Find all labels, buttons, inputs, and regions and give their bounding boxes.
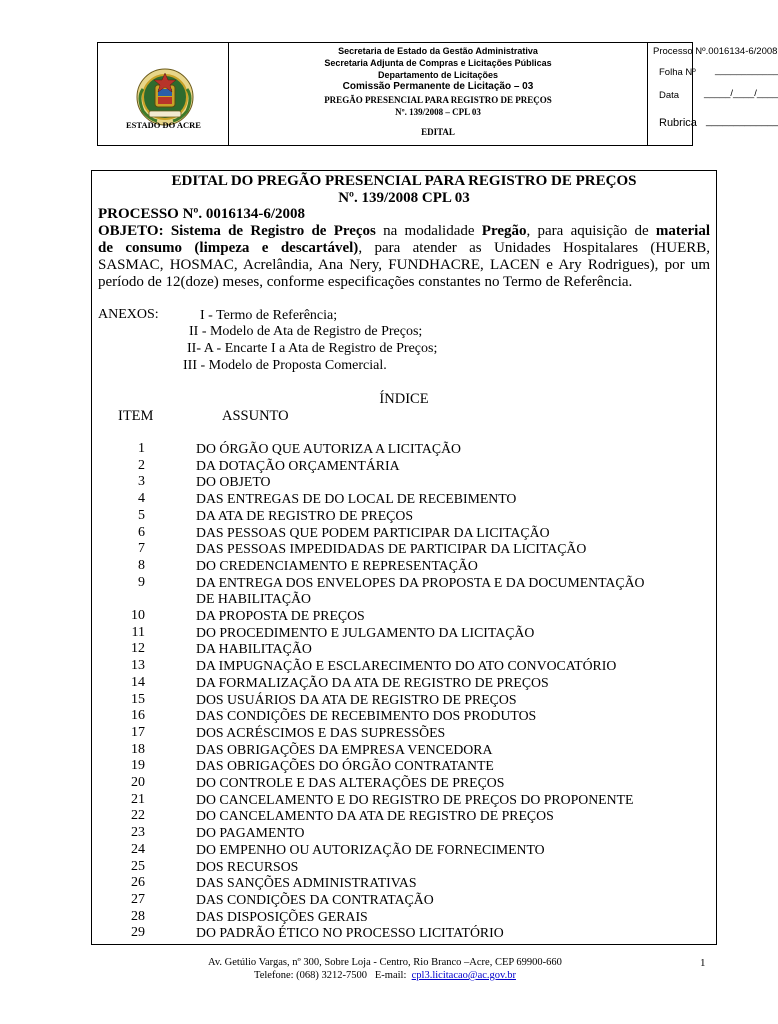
header-control-cell bbox=[648, 43, 778, 145]
indice-item-number: 2 bbox=[138, 457, 145, 473]
header-line-numero: Nº. 139/2008 – CPL 03 bbox=[395, 107, 481, 117]
indice-item-number: 14 bbox=[131, 674, 145, 690]
document-subtitle: Nº. 139/2008 CPL 03 bbox=[338, 190, 470, 206]
header-emblem-cell bbox=[98, 43, 229, 145]
objeto-line-4: período de 12(doze) meses, conforme especificações constantes no Termo de Referência. bbox=[98, 274, 633, 290]
folha-blank: ____________ bbox=[715, 65, 778, 76]
indice-item-subject: DAS CONDIÇÕES DA CONTRATAÇÃO bbox=[196, 891, 434, 907]
indice-item-number: 4 bbox=[138, 491, 145, 507]
page-number: 1 bbox=[700, 957, 706, 969]
indice-item-number: 7 bbox=[138, 541, 145, 557]
indice-col-assunto: ASSUNTO bbox=[222, 408, 289, 424]
page-footer bbox=[150, 956, 620, 982]
rubrica-blank: _____________ bbox=[706, 116, 778, 127]
indice-item-subject: DAS PESSOAS QUE PODEM PARTICIPAR DA LICITAÇÃO bbox=[196, 524, 550, 540]
footer-email-link[interactable]: cpl3.licitacao@ac.gov.br bbox=[411, 970, 516, 981]
indice-item-number: 15 bbox=[131, 691, 145, 707]
indice-item-subject: DA ENTREGA DOS ENVELOPES DA PROPOSTA E DA DOCUMENTAÇÃO bbox=[196, 574, 645, 590]
indice-item-number: 11 bbox=[131, 624, 145, 640]
indice-item-subject: DA IMPUGNAÇÃO E ESCLARECIMENTO DO ATO CONVOCATÓRIO bbox=[196, 658, 617, 674]
indice-item-subject: DA HABILITAÇÃO bbox=[196, 641, 312, 657]
indice-item-subject: DO CREDENCIAMENTO E REPRESENTAÇÃO bbox=[196, 557, 478, 573]
document-header bbox=[97, 42, 778, 146]
objeto-text-1: na modalidade bbox=[375, 223, 482, 239]
indice-item-subject: DAS CONDIÇÕES DE RECEBIMENTO DOS PRODUTOS bbox=[196, 708, 537, 724]
indice-item-number: 10 bbox=[131, 608, 145, 623]
anexos-label: ANEXOS: bbox=[98, 307, 159, 322]
objeto-label: OBJETO: bbox=[98, 223, 164, 239]
footer-contact bbox=[150, 969, 620, 982]
indice-item-subject: DA FORMALIZAÇÃO DA ATA DE REGISTRO DE PREÇOS bbox=[196, 674, 549, 690]
edital-body-box bbox=[91, 170, 717, 945]
indice-item-number: 5 bbox=[138, 507, 145, 523]
indice-item-subject: DA ATA DE REGISTRO DE PREÇOS bbox=[196, 507, 413, 523]
indice-item-number: 29 bbox=[131, 925, 145, 941]
objeto-text-2: , para aquisição de bbox=[526, 223, 656, 239]
indice-item-number: 17 bbox=[131, 724, 145, 740]
indice-item-subject: DO PADRÃO ÉTICO NO PROCESSO LICITATÓRIO bbox=[196, 925, 504, 941]
indice-item-number: 25 bbox=[131, 858, 145, 874]
objeto-srp-bold: Sistema de Registro de Preços bbox=[170, 223, 376, 239]
processo-number: Processo Nº.0016134-6/2008 bbox=[653, 46, 778, 57]
data-blank: _____/____/____ bbox=[704, 88, 778, 99]
indice-item-number: 8 bbox=[138, 557, 145, 573]
indice-item-number: 12 bbox=[131, 641, 145, 657]
indice-item-number: 16 bbox=[131, 708, 145, 724]
indice-item-subject: DA DOTAÇÃO ORÇAMENTÁRIA bbox=[196, 457, 400, 473]
indice-item-number: 18 bbox=[131, 741, 145, 757]
indice-item-number: 13 bbox=[131, 658, 145, 674]
indice-item-number: 20 bbox=[131, 775, 145, 790]
indice-item-subject-continuation: DE HABILITAÇÃO bbox=[196, 591, 312, 607]
header-line-secretaria: Secretaria de Estado da Gestão Administrativa bbox=[338, 46, 538, 56]
header-line-edital: EDITAL bbox=[421, 127, 455, 137]
indice-item-subject: DO PAGAMENTO bbox=[196, 825, 305, 841]
indice-item-number: 22 bbox=[131, 808, 145, 824]
indice-item-subject: DAS SANÇÕES ADMINISTRATIVAS bbox=[196, 875, 417, 891]
processo-heading: PROCESSO Nº. 0016134-6/2008 bbox=[98, 206, 306, 222]
state-label: ESTADO DO ACRE bbox=[126, 120, 201, 130]
objeto-text-3: , para atender as Unidades Hospitalares (HUERB, bbox=[358, 240, 710, 256]
header-line-secretaria-adjunta: Secretaria Adjunta de Compras e Licitações Públicas bbox=[324, 58, 552, 68]
indice-item-subject: DO CANCELAMENTO E DO REGISTRO DE PREÇOS DO PROPONENTE bbox=[196, 791, 634, 807]
anexo-3: III - Modelo de Proposta Comercial. bbox=[183, 358, 387, 373]
indice-item-subject: DO OBJETO bbox=[196, 474, 271, 490]
folha-label: Folha Nº bbox=[659, 67, 696, 78]
document-title: EDITAL DO PREGÃO PRESENCIAL PARA REGISTRO DE PREÇOS bbox=[171, 173, 637, 189]
objeto-line-1 bbox=[98, 223, 710, 240]
header-line-comissao: Comissão Permanente de Licitação – 03 bbox=[342, 81, 534, 92]
indice-item-number: 6 bbox=[138, 524, 145, 540]
indice-item-subject: DO PROCEDIMENTO E JULGAMENTO DA LICITAÇÃO bbox=[196, 624, 535, 640]
indice-item-subject: DA PROPOSTA DE PREÇOS bbox=[196, 608, 365, 623]
header-title-cell bbox=[229, 43, 648, 145]
objeto-paragraph bbox=[98, 223, 710, 291]
indice-item-subject: DAS OBRIGAÇÕES DO ÓRGÃO CONTRATANTE bbox=[196, 758, 494, 774]
indice-col-item: ITEM bbox=[118, 408, 154, 424]
anexo-1: I - Termo de Referência; bbox=[200, 308, 338, 323]
indice-item-subject: DAS ENTREGAS DE DO LOCAL DE RECEBIMENTO bbox=[196, 491, 517, 507]
indice-item-subject: DAS PESSOAS IMPEDIDADAS DE PARTICIPAR DA LICITAÇÃO bbox=[196, 541, 587, 557]
indice-item-number: 3 bbox=[138, 474, 145, 490]
indice-item-number: 9 bbox=[138, 574, 145, 590]
indice-item-number: 28 bbox=[131, 908, 145, 924]
indice-item-subject: DO EMPENHO OU AUTORIZAÇÃO DE FORNECIMENTO bbox=[196, 841, 545, 857]
indice-item-number: 19 bbox=[131, 758, 145, 774]
objeto-line-2 bbox=[98, 240, 710, 257]
data-label: Data bbox=[659, 90, 680, 101]
indice-item-subject: DO CANCELAMENTO DA ATA DE REGISTRO DE PREÇOS bbox=[196, 808, 554, 824]
footer-email-label: E-mail: bbox=[374, 970, 407, 981]
indice-item-subject: DO CONTROLE E DAS ALTERAÇÕES DE PREÇOS bbox=[196, 775, 505, 790]
header-line-pregao: PREGÃO PRESENCIAL PARA REGISTRO DE PREÇOS bbox=[324, 95, 552, 105]
anexo-2a: II- A - Encarte I a Ata de Registro de Preços; bbox=[187, 341, 438, 356]
anexo-2: II - Modelo de Ata de Registro de Preços; bbox=[189, 324, 423, 339]
footer-phone: Telefone: (068) 3212-7500 bbox=[254, 970, 368, 981]
indice-item-number: 23 bbox=[131, 825, 145, 841]
indice-item-subject: DAS OBRIGAÇÕES DA EMPRESA VENCEDORA bbox=[196, 741, 493, 757]
rubrica-label: Rubrica bbox=[659, 117, 697, 129]
objeto-material-bold: material bbox=[655, 223, 711, 239]
indice-item-number: 26 bbox=[131, 875, 145, 891]
indice-item-subject: DOS RECURSOS bbox=[196, 858, 299, 874]
indice-item-number: 21 bbox=[131, 791, 145, 807]
indice-item-subject: DO ÓRGÃO QUE AUTORIZA A LICITAÇÃO bbox=[196, 441, 461, 456]
indice-title: ÍNDICE bbox=[379, 391, 429, 407]
objeto-line-3: SASMAC, HOSMAC, Acrelândia, Ana Nery, FUNDHACRE, LACEN e Ary Rodrigues), por um bbox=[98, 257, 710, 273]
indice-item-number: 27 bbox=[131, 891, 145, 907]
indice-item-subject: DOS ACRÉSCIMOS E DAS SUPRESSÕES bbox=[196, 724, 446, 740]
objeto-consumo-bold: de consumo (limpeza e descartável) bbox=[98, 240, 359, 256]
indice-item-number: 1 bbox=[138, 441, 145, 456]
objeto-pregao-bold: Pregão bbox=[481, 223, 527, 239]
header-line-departamento: Departamento de Licitações bbox=[377, 70, 499, 80]
footer-address: Av. Getúlio Vargas, nº 300, Sobre Loja - Centro, Rio Branco –Acre, CEP 69900-660 bbox=[208, 957, 562, 968]
indice-item-subject: DOS USUÁRIOS DA ATA DE REGISTRO DE PREÇOS bbox=[196, 691, 517, 707]
indice-item-number: 24 bbox=[131, 841, 145, 857]
indice-item-subject: DAS DISPOSIÇÕES GERAIS bbox=[196, 908, 368, 924]
